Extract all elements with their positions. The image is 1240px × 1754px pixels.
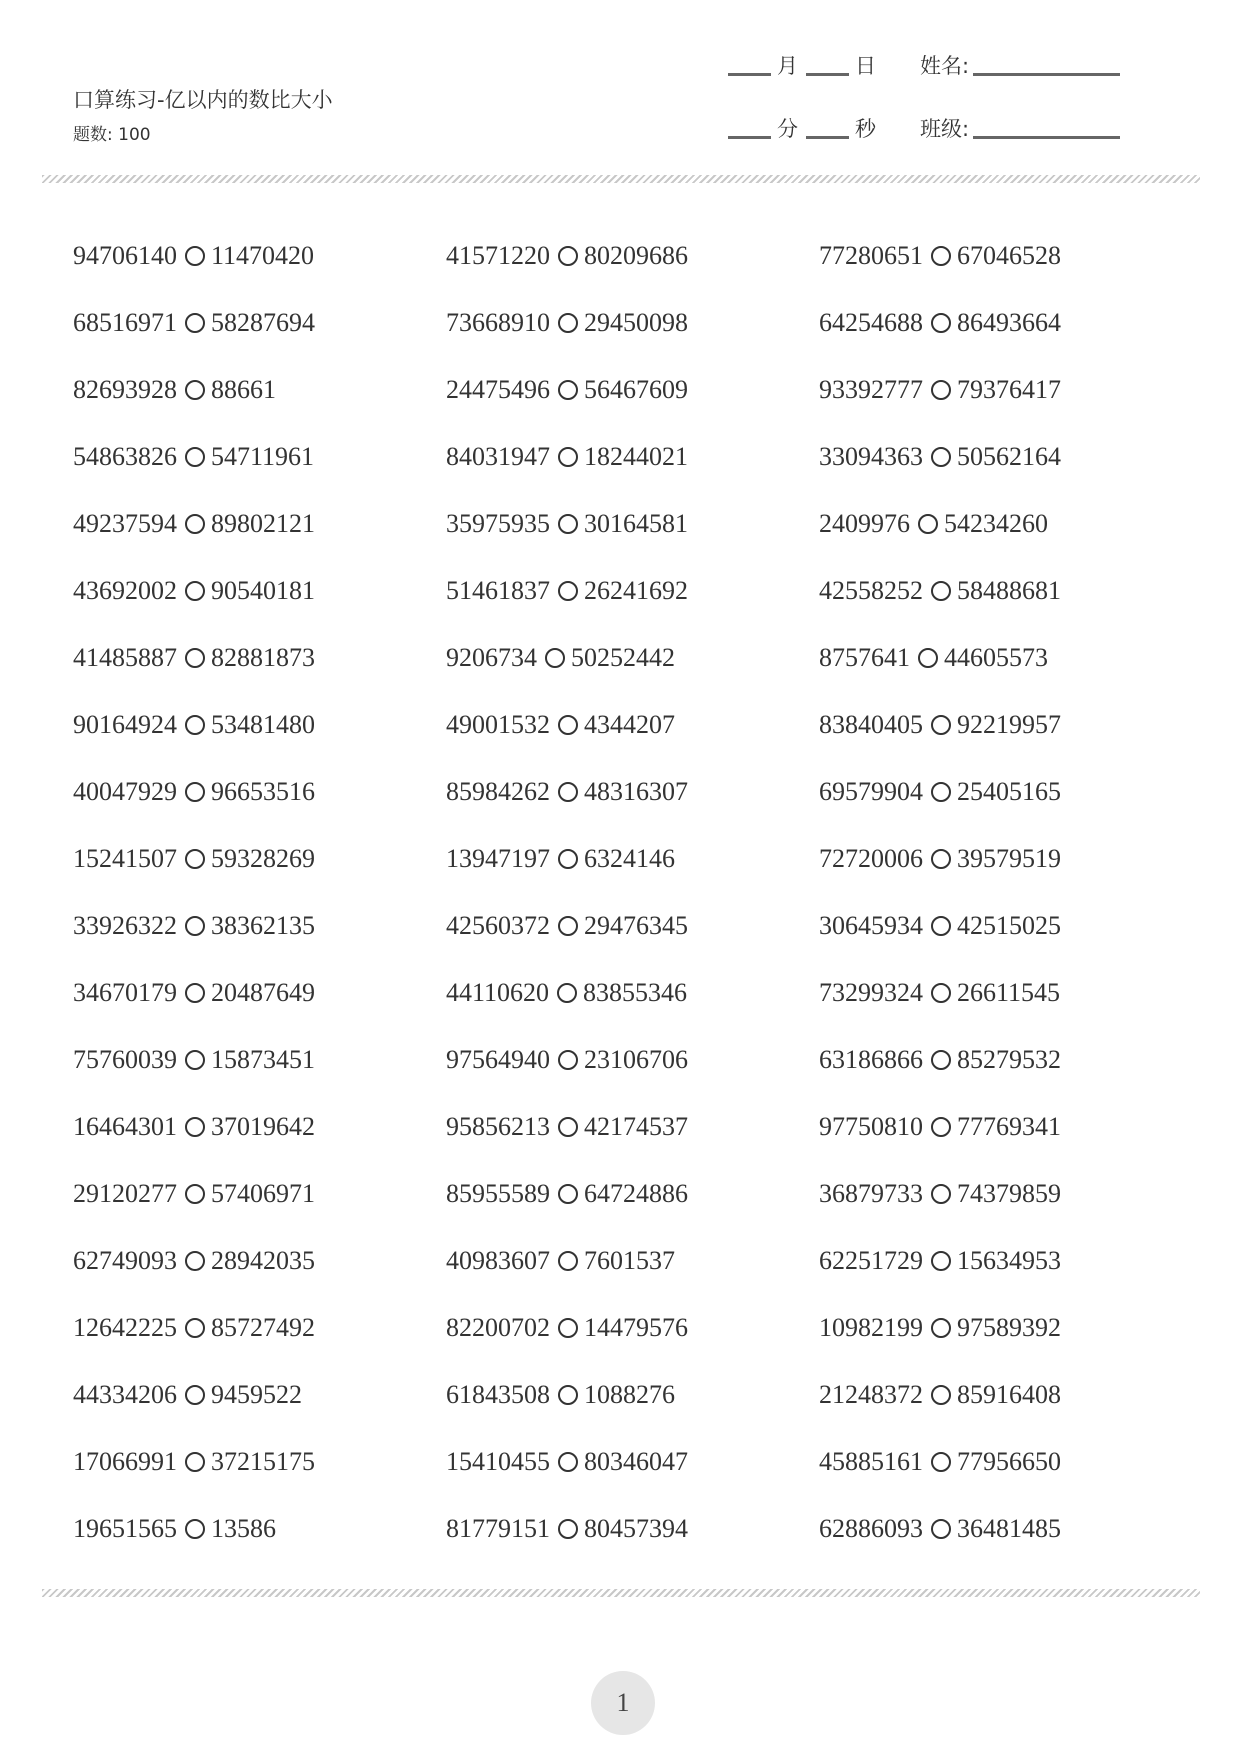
comparison-problem bbox=[446, 906, 819, 946]
left-number: 40047929 bbox=[73, 777, 177, 806]
minute-label: 分 bbox=[777, 117, 798, 141]
left-number: 54863826 bbox=[73, 442, 177, 471]
comparison-problem bbox=[73, 1241, 446, 1281]
answer-circle[interactable] bbox=[558, 1519, 578, 1539]
right-number: 53481480 bbox=[211, 710, 315, 739]
answer-circle[interactable] bbox=[558, 715, 578, 735]
right-number: 26241692 bbox=[584, 576, 688, 605]
minute-blank[interactable] bbox=[728, 136, 771, 139]
answer-circle[interactable] bbox=[185, 514, 205, 534]
right-number: 25405165 bbox=[957, 777, 1061, 806]
answer-circle[interactable] bbox=[185, 1519, 205, 1539]
answer-circle[interactable] bbox=[185, 581, 205, 601]
comparison-problem bbox=[446, 1040, 819, 1080]
left-number: 51461837 bbox=[446, 576, 550, 605]
left-number: 12642225 bbox=[73, 1313, 177, 1342]
left-number: 29120277 bbox=[73, 1179, 177, 1208]
answer-circle[interactable] bbox=[185, 1385, 205, 1405]
right-number: 59328269 bbox=[211, 844, 315, 873]
comparison-problem bbox=[73, 638, 446, 678]
right-number: 96653516 bbox=[211, 777, 315, 806]
answer-circle[interactable] bbox=[931, 380, 951, 400]
right-number: 77769341 bbox=[957, 1112, 1061, 1141]
right-number: 50252442 bbox=[571, 643, 675, 672]
right-number: 77956650 bbox=[957, 1447, 1061, 1476]
comparison-problem bbox=[819, 839, 1193, 879]
answer-circle[interactable] bbox=[185, 313, 205, 333]
answer-circle[interactable] bbox=[185, 380, 205, 400]
answer-circle[interactable] bbox=[558, 1184, 578, 1204]
answer-circle[interactable] bbox=[185, 1050, 205, 1070]
left-number: 33094363 bbox=[819, 442, 923, 471]
right-number: 92219957 bbox=[957, 710, 1061, 739]
right-number: 82881873 bbox=[211, 643, 315, 672]
comparison-problem bbox=[73, 772, 446, 812]
comparison-problem bbox=[446, 571, 819, 611]
left-number: 40983607 bbox=[446, 1246, 550, 1275]
problem-grid bbox=[73, 236, 1193, 1576]
right-number: 26611545 bbox=[957, 978, 1061, 1007]
comparison-problem bbox=[73, 571, 446, 611]
right-number: 11470420 bbox=[211, 241, 315, 270]
comparison-problem bbox=[446, 1107, 819, 1147]
left-number: 63186866 bbox=[819, 1045, 923, 1074]
answer-circle[interactable] bbox=[185, 1117, 205, 1137]
right-number: 20487649 bbox=[211, 978, 315, 1007]
right-number: 14479576 bbox=[584, 1313, 688, 1342]
left-number: 35975935 bbox=[446, 509, 550, 538]
day-blank[interactable] bbox=[806, 73, 849, 76]
right-number: 67046528 bbox=[957, 241, 1061, 270]
right-number: 54234260 bbox=[944, 509, 1048, 538]
comparison-problem bbox=[446, 1174, 819, 1214]
second-blank[interactable] bbox=[806, 136, 849, 139]
answer-circle[interactable] bbox=[185, 782, 205, 802]
comparison-problem bbox=[73, 973, 446, 1013]
answer-circle[interactable] bbox=[931, 715, 951, 735]
answer-circle[interactable] bbox=[185, 648, 205, 668]
right-number: 85279532 bbox=[957, 1045, 1061, 1074]
right-number: 36481485 bbox=[957, 1514, 1061, 1543]
right-number: 29450098 bbox=[584, 308, 688, 337]
right-number: 15873451 bbox=[211, 1045, 315, 1074]
left-number: 82693928 bbox=[73, 375, 177, 404]
answer-circle[interactable] bbox=[185, 1251, 205, 1271]
right-number: 58287694 bbox=[211, 308, 315, 337]
left-number: 62749093 bbox=[73, 1246, 177, 1275]
day-label: 日 bbox=[855, 54, 876, 78]
left-number: 72720006 bbox=[819, 844, 923, 873]
right-number: 83855346 bbox=[583, 978, 688, 1007]
left-number: 62886093 bbox=[819, 1514, 923, 1543]
answer-circle[interactable] bbox=[558, 581, 578, 601]
right-number: 42174537 bbox=[584, 1112, 688, 1141]
left-number: 49001532 bbox=[446, 710, 550, 739]
comparison-problem bbox=[73, 1375, 446, 1415]
answer-circle[interactable] bbox=[558, 782, 578, 802]
answer-circle[interactable] bbox=[185, 447, 205, 467]
left-number: 77280651 bbox=[819, 241, 923, 270]
answer-circle[interactable] bbox=[185, 849, 205, 869]
answer-circle[interactable] bbox=[185, 1318, 205, 1338]
left-number: 16464301 bbox=[73, 1112, 177, 1141]
right-number: 88661 bbox=[211, 375, 276, 404]
answer-circle[interactable] bbox=[185, 916, 205, 936]
comparison-problem bbox=[819, 236, 1193, 276]
answer-circle[interactable] bbox=[558, 1117, 578, 1137]
answer-circle[interactable] bbox=[558, 916, 578, 936]
comparison-problem bbox=[446, 437, 819, 477]
answer-circle[interactable] bbox=[918, 648, 938, 668]
left-number: 75760039 bbox=[73, 1045, 177, 1074]
comparison-problem bbox=[73, 906, 446, 946]
right-number: 58488681 bbox=[957, 576, 1061, 605]
right-number: 97589392 bbox=[957, 1313, 1061, 1342]
left-number: 42560372 bbox=[446, 911, 550, 940]
right-number: 64724886 bbox=[584, 1179, 688, 1208]
left-number: 13947197 bbox=[446, 844, 550, 873]
right-number: 9459522 bbox=[211, 1380, 302, 1409]
comparison-problem bbox=[73, 1174, 446, 1214]
comparison-problem bbox=[819, 973, 1193, 1013]
comparison-problem bbox=[819, 772, 1193, 812]
class-label: 班级: bbox=[920, 117, 970, 141]
right-number: 79376417 bbox=[957, 375, 1061, 404]
comparison-problem bbox=[446, 1308, 819, 1348]
left-number: 73668910 bbox=[446, 308, 550, 337]
comparison-problem bbox=[819, 705, 1193, 745]
left-number: 19651565 bbox=[73, 1514, 177, 1543]
right-number: 38362135 bbox=[211, 911, 315, 940]
answer-circle[interactable] bbox=[558, 1318, 578, 1338]
comparison-problem bbox=[446, 772, 819, 812]
right-number: 85916408 bbox=[957, 1380, 1061, 1409]
comparison-problem bbox=[73, 839, 446, 879]
left-number: 85955589 bbox=[446, 1179, 550, 1208]
comparison-problem bbox=[446, 504, 819, 544]
problem-count: 题数: 100 bbox=[73, 125, 151, 145]
comparison-problem bbox=[73, 437, 446, 477]
comparison-problem bbox=[446, 1241, 819, 1281]
comparison-problem bbox=[446, 1375, 819, 1415]
answer-circle[interactable] bbox=[558, 447, 578, 467]
comparison-problem bbox=[819, 504, 1193, 544]
comparison-problem bbox=[446, 839, 819, 879]
right-number: 80346047 bbox=[584, 1447, 688, 1476]
right-number: 74379859 bbox=[957, 1179, 1061, 1208]
left-number: 97750810 bbox=[819, 1112, 923, 1141]
right-number: 28942035 bbox=[211, 1246, 315, 1275]
left-number: 41485887 bbox=[73, 643, 177, 672]
answer-circle[interactable] bbox=[185, 246, 205, 266]
left-number: 21248372 bbox=[819, 1380, 923, 1409]
left-number: 83840405 bbox=[819, 710, 923, 739]
answer-circle[interactable] bbox=[931, 1251, 951, 1271]
left-number: 10982199 bbox=[819, 1313, 923, 1342]
answer-circle[interactable] bbox=[185, 1452, 205, 1472]
answer-circle[interactable] bbox=[931, 782, 951, 802]
right-number: 29476345 bbox=[584, 911, 688, 940]
right-number: 1088276 bbox=[584, 1380, 675, 1409]
right-number: 7601537 bbox=[584, 1246, 675, 1275]
date-name-row bbox=[728, 50, 1120, 80]
answer-circle[interactable] bbox=[558, 849, 578, 869]
left-number: 42558252 bbox=[819, 576, 923, 605]
answer-circle[interactable] bbox=[185, 983, 205, 1003]
right-number: 30164581 bbox=[584, 509, 688, 538]
right-number: 42515025 bbox=[957, 911, 1061, 940]
right-number: 80457394 bbox=[584, 1514, 688, 1543]
left-number: 61843508 bbox=[446, 1380, 550, 1409]
left-number: 41571220 bbox=[446, 241, 550, 270]
answer-circle[interactable] bbox=[558, 1452, 578, 1472]
comparison-problem bbox=[73, 1308, 446, 1348]
answer-circle[interactable] bbox=[918, 514, 938, 534]
comparison-problem bbox=[73, 370, 446, 410]
comparison-problem bbox=[819, 437, 1193, 477]
left-number: 44110620 bbox=[446, 978, 550, 1007]
left-number: 85984262 bbox=[446, 777, 550, 806]
comparison-problem bbox=[819, 906, 1193, 946]
answer-circle[interactable] bbox=[557, 983, 577, 1003]
left-number: 33926322 bbox=[73, 911, 177, 940]
left-number: 30645934 bbox=[819, 911, 923, 940]
comparison-problem bbox=[819, 571, 1193, 611]
right-number: 80209686 bbox=[584, 241, 688, 270]
answer-circle[interactable] bbox=[931, 447, 951, 467]
answer-circle[interactable] bbox=[931, 983, 951, 1003]
left-number: 95856213 bbox=[446, 1112, 550, 1141]
left-number: 94706140 bbox=[73, 241, 177, 270]
left-number: 44334206 bbox=[73, 1380, 177, 1409]
answer-circle[interactable] bbox=[931, 1519, 951, 1539]
left-number: 82200702 bbox=[446, 1313, 550, 1342]
name-label: 姓名: bbox=[920, 54, 970, 78]
right-number: 13586 bbox=[211, 1514, 276, 1543]
month-blank[interactable] bbox=[728, 73, 771, 76]
comparison-problem bbox=[73, 1509, 446, 1549]
comparison-problem bbox=[73, 705, 446, 745]
worksheet-header bbox=[73, 86, 333, 145]
comparison-problem bbox=[819, 370, 1193, 410]
left-number: 15241507 bbox=[73, 844, 177, 873]
right-number: 18244021 bbox=[584, 442, 688, 471]
second-label: 秒 bbox=[855, 117, 876, 141]
comparison-problem bbox=[73, 236, 446, 276]
comparison-problem bbox=[446, 705, 819, 745]
left-number: 81779151 bbox=[446, 1514, 550, 1543]
right-number: 4344207 bbox=[584, 710, 675, 739]
comparison-problem bbox=[446, 973, 819, 1013]
comparison-problem bbox=[819, 1375, 1193, 1415]
worksheet-title: 口算练习-亿以内的数比大小 bbox=[73, 88, 333, 112]
comparison-problem bbox=[446, 638, 819, 678]
left-number: 84031947 bbox=[446, 442, 550, 471]
left-number: 24475496 bbox=[446, 375, 550, 404]
right-number: 89802121 bbox=[211, 509, 315, 538]
answer-circle[interactable] bbox=[545, 648, 565, 668]
answer-circle[interactable] bbox=[931, 246, 951, 266]
page-number: 1 bbox=[591, 1671, 655, 1735]
answer-circle[interactable] bbox=[558, 1251, 578, 1271]
answer-circle[interactable] bbox=[931, 1050, 951, 1070]
answer-circle[interactable] bbox=[931, 1184, 951, 1204]
answer-circle[interactable] bbox=[931, 916, 951, 936]
right-number: 57406971 bbox=[211, 1179, 315, 1208]
comparison-problem bbox=[819, 1308, 1193, 1348]
comparison-problem bbox=[73, 504, 446, 544]
name-blank[interactable] bbox=[973, 73, 1120, 76]
left-number: 93392777 bbox=[819, 375, 923, 404]
class-blank[interactable] bbox=[973, 136, 1120, 139]
comparison-problem bbox=[819, 1107, 1193, 1147]
answer-circle[interactable] bbox=[931, 1117, 951, 1137]
right-number: 54711961 bbox=[211, 442, 315, 471]
comparison-problem bbox=[819, 1442, 1193, 1482]
comparison-problem bbox=[73, 1040, 446, 1080]
comparison-problem bbox=[73, 303, 446, 343]
comparison-problem bbox=[819, 1241, 1193, 1281]
left-number: 68516971 bbox=[73, 308, 177, 337]
right-number: 86493664 bbox=[957, 308, 1061, 337]
answer-circle[interactable] bbox=[558, 1385, 578, 1405]
comparison-problem bbox=[446, 1509, 819, 1549]
answer-circle[interactable] bbox=[558, 246, 578, 266]
left-number: 90164924 bbox=[73, 710, 177, 739]
comparison-problem bbox=[446, 236, 819, 276]
left-number: 62251729 bbox=[819, 1246, 923, 1275]
right-number: 37215175 bbox=[211, 1447, 315, 1476]
right-number: 48316307 bbox=[584, 777, 688, 806]
answer-circle[interactable] bbox=[185, 1184, 205, 1204]
right-number: 37019642 bbox=[211, 1112, 315, 1141]
left-number: 49237594 bbox=[73, 509, 177, 538]
right-number: 90540181 bbox=[211, 576, 315, 605]
comparison-problem bbox=[446, 303, 819, 343]
answer-circle[interactable] bbox=[558, 1050, 578, 1070]
time-class-row bbox=[728, 113, 1120, 143]
left-number: 69579904 bbox=[819, 777, 923, 806]
left-number: 97564940 bbox=[446, 1045, 550, 1074]
right-number: 56467609 bbox=[584, 375, 688, 404]
left-number: 2409976 bbox=[819, 509, 910, 538]
comparison-problem bbox=[446, 1442, 819, 1482]
left-number: 64254688 bbox=[819, 308, 923, 337]
answer-circle[interactable] bbox=[558, 313, 578, 333]
comparison-problem bbox=[819, 1509, 1193, 1549]
answer-circle[interactable] bbox=[931, 1318, 951, 1338]
right-number: 85727492 bbox=[211, 1313, 315, 1342]
right-number: 15634953 bbox=[957, 1246, 1061, 1275]
right-number: 23106706 bbox=[584, 1045, 688, 1074]
comparison-problem bbox=[819, 1040, 1193, 1080]
comparison-problem bbox=[819, 638, 1193, 678]
left-number: 17066991 bbox=[73, 1447, 177, 1476]
left-number: 73299324 bbox=[819, 978, 923, 1007]
left-number: 43692002 bbox=[73, 576, 177, 605]
answer-circle[interactable] bbox=[931, 1385, 951, 1405]
comparison-problem bbox=[73, 1442, 446, 1482]
comparison-problem bbox=[819, 303, 1193, 343]
answer-circle[interactable] bbox=[931, 313, 951, 333]
right-number: 50562164 bbox=[957, 442, 1061, 471]
right-number: 39579519 bbox=[957, 844, 1061, 873]
left-number: 36879733 bbox=[819, 1179, 923, 1208]
month-label: 月 bbox=[777, 54, 798, 78]
answer-circle[interactable] bbox=[558, 514, 578, 534]
bottom-divider bbox=[42, 1589, 1200, 1597]
comparison-problem bbox=[73, 1107, 446, 1147]
answer-circle[interactable] bbox=[931, 849, 951, 869]
right-number: 6324146 bbox=[584, 844, 675, 873]
answer-circle[interactable] bbox=[558, 380, 578, 400]
left-number: 9206734 bbox=[446, 643, 537, 672]
left-number: 45885161 bbox=[819, 1447, 923, 1476]
answer-circle[interactable] bbox=[931, 1452, 951, 1472]
comparison-problem bbox=[819, 1174, 1193, 1214]
comparison-problem bbox=[446, 370, 819, 410]
answer-circle[interactable] bbox=[931, 581, 951, 601]
left-number: 34670179 bbox=[73, 978, 177, 1007]
right-number: 44605573 bbox=[944, 643, 1048, 672]
answer-circle[interactable] bbox=[185, 715, 205, 735]
top-divider bbox=[42, 175, 1200, 183]
left-number: 8757641 bbox=[819, 643, 910, 672]
left-number: 15410455 bbox=[446, 1447, 550, 1476]
